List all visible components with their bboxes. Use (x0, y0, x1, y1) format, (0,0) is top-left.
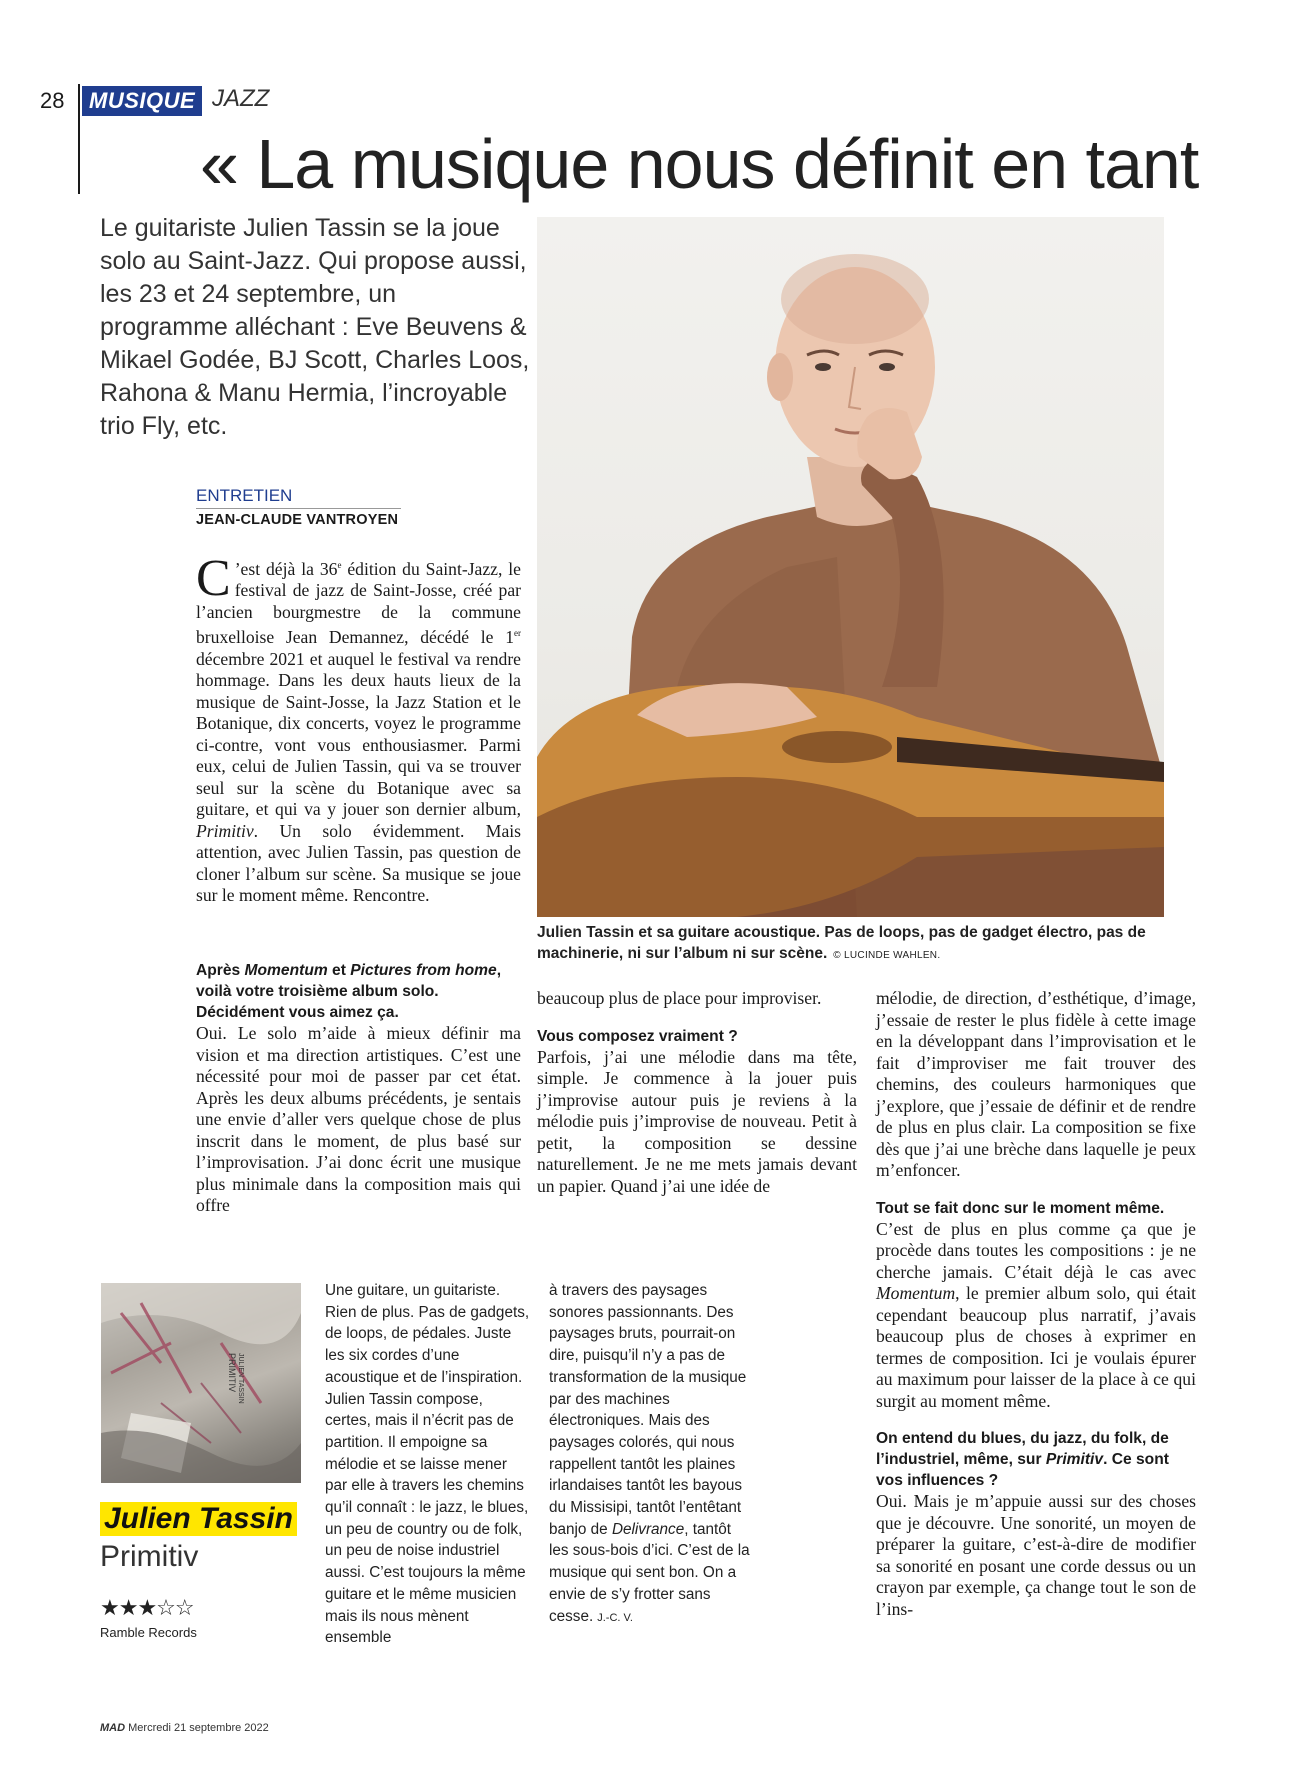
question: Après Momentum et Pictures from home, voilà votre troisième album solo. Décidément vous aimez ça. (196, 962, 502, 1021)
answer: C’est de plus en plus comme ça que je procède dans toutes les compositions : je ne cherche jamais. C’était déjà le cas avec Momentum, le premier album solo, qui était cependant beaucoup plus narratif, j’avais beaucoup plus de choses à exprimer en termes de composition. Ici je voulais épurer au maximum pour laisser de la place à ce qui surgit au moment même. (876, 1218, 1196, 1411)
subrubric-label: JAZZ (212, 85, 270, 112)
question: Vous composez vraiment ? (537, 1027, 738, 1045)
album-cover-art (101, 1283, 301, 1483)
answer: Oui. Le solo m’aide à mieux définir ma vision et ma direction artistiques. C’est une nécessité pour moi de passer par cet état. Après les deux albums précédents, je sentais une envie d’aller vers quelque chose de plus inscrit dans le moment, de plus basé sur l’improvisation. J’ai donc écrit une musique plus minimale dans la composition mais qui offre (196, 1023, 521, 1215)
headline: « La musique nous définit en tant (200, 125, 1199, 203)
page-footer (100, 1722, 269, 1734)
rubric-rule (78, 84, 80, 194)
caption-text: Julien Tassin et sa guitare acoustique. Pas de loops, pas de gadget électro, pas de machinerie, ni sur l’album ni sur scène. (537, 924, 1146, 962)
footer-date: Mercredi 21 septembre 2022 (128, 1722, 269, 1734)
author-name: JEAN-CLAUDE VANTROYEN (196, 512, 399, 528)
answer-continued: beaucoup plus de place pour improviser. (537, 988, 822, 1008)
photo-caption (537, 922, 1167, 966)
question: On entend du blues, du jazz, du folk, de l’industriel, même, sur Primitiv. Ce sont vos influences ? (876, 1430, 1169, 1489)
review-column-2: à travers des paysages sonores passionnants. Des paysages bruts, pourrait-on dire, puisqu’il n’y a pas de transformation de la musique par des machines électroniques. Mais des paysages colorés, qui nous rappellent tantôt les plaines irlandaises tantôt les bayous du Missisipi, tantôt l’entêtant banjo de Delivrance, tantôt les sous-bois d’ici. C’est de la musique qui sent bon. On a envie de s’y frotter sans cesse. J.-C. V. (549, 1282, 750, 1625)
intro-text: ’est déjà la 36 (234, 558, 338, 579)
answer: Oui. Mais je m’appuie aussi sur des choses que je découvre. Une sonorité, un moyen de préparer la guitare, c’est-à-dire de modifier sa sonorité en posant une corde dessus ou un crayon par exemple, ça change tout le son de l’ins- (876, 1491, 1196, 1619)
lead-paragraph: Le guitariste Julien Tassin se la joue solo au Saint-Jazz. Qui propose aussi, les 23 et 24 septembre, un programme alléchant : Eve Beuvens & Mikael Godée, BJ Scott, Charles Loos, Rahona & Manu Hermia, l’incroyable trio Fly, etc. (100, 214, 530, 440)
answer-continued: mélodie, de direction, d’esthétique, d’image, j’essaie de rester le plus fidèle à cette image en la développant dans l’improvisation et le fait d’improviser me fait trouver des chemins, des couleurs harmoniques que j’explore, que j’essaie de définir et de rendre de plus en plus clair. La composition se fixe dès que j’ai une brèche dans laquelle je peux m’enfoncer. (876, 988, 1196, 1180)
answer: Parfois, j’ai une mélodie dans ma tête, simple. Je commence à la jouer puis j’improvise autour puis je reviens à la mélodie puis j’improvise de nouveau. Petit à petit, la composition se dessine naturellement. Je ne me mets jamais devant un papier. Quand j’ai une idée de (537, 1046, 857, 1196)
article-intro (196, 550, 521, 907)
article-column-2 (537, 988, 857, 1197)
superscript: e (337, 560, 342, 570)
footer-brand: MAD (100, 1722, 126, 1734)
review-album-title: Primitiv (100, 1540, 199, 1573)
page-number: 28 (40, 88, 65, 113)
review-artist: Julien Tassin (100, 1502, 297, 1536)
intro-text: décembre 2021 et auquel le festival va rendre hommage. Dans les deux hauts lieux de la musique de Saint-Josse, la Jazz Station et le Botanique, dix concerts, voyez le programme ci-contre, vont vous enthousiasmer. Parmi eux, celui de Julien Tassin, qui va se trouver seul sur la scène du Botanique avec sa guitare, et qui va y jouer son dernier album, (196, 648, 521, 820)
photo-credit: © LUCINDE WAHLEN. (833, 950, 941, 961)
rating-stars: ★★★☆☆ (100, 1596, 194, 1621)
intro-text: . Un solo évidemment. Mais attention, avec Julien Tassin, pas question de cloner l’album sur scène. Sa musique se joue sur le moment même. Rencontre. (196, 820, 521, 906)
cover-title-text: PRIMITIV (227, 1353, 237, 1393)
article-column-1 (196, 960, 521, 1217)
album-title: Primitiv (196, 820, 254, 841)
question: Tout se fait donc sur le moment même. (876, 1199, 1165, 1217)
intro-text: édition du Saint-Jazz, le festival de jazz de Saint-Josse, créé par l’ancien bourgmestre de la commune bruxelloise Jean Demannez, décédé le 1 (196, 558, 521, 648)
review-initials: J.-C. V. (597, 1611, 633, 1624)
cover-artist-text: JULIEN TASSIN (237, 1353, 244, 1404)
article-photo (537, 217, 1164, 917)
article-column-3 (876, 988, 1196, 1620)
album-cover (101, 1283, 301, 1483)
portrait-illustration (537, 217, 1164, 917)
review-column-1: Une guitare, un guitariste. Rien de plus. Pas de gadgets, de loops, de pédales. Juste les six cordes d’une acoustique et de l’inspiration. Julien Tassin compose, certes, mais il n’écrit pas de partition. Il empoigne sa mélodie et se laisse mener par elle à travers les chemins qu’il connaît : le jazz, le blues, un peu de country ou de folk, un peu de noise industriel aussi. C’est toujours la même guitare et le même musicien mais ils nous mènent ensemble (325, 1282, 530, 1647)
record-label: Ramble Records (100, 1625, 197, 1640)
rubric-label: MUSIQUE (82, 86, 202, 116)
drop-cap: C (196, 550, 231, 607)
superscript: er (514, 628, 521, 639)
section-label: ENTRETIEN (196, 486, 401, 509)
